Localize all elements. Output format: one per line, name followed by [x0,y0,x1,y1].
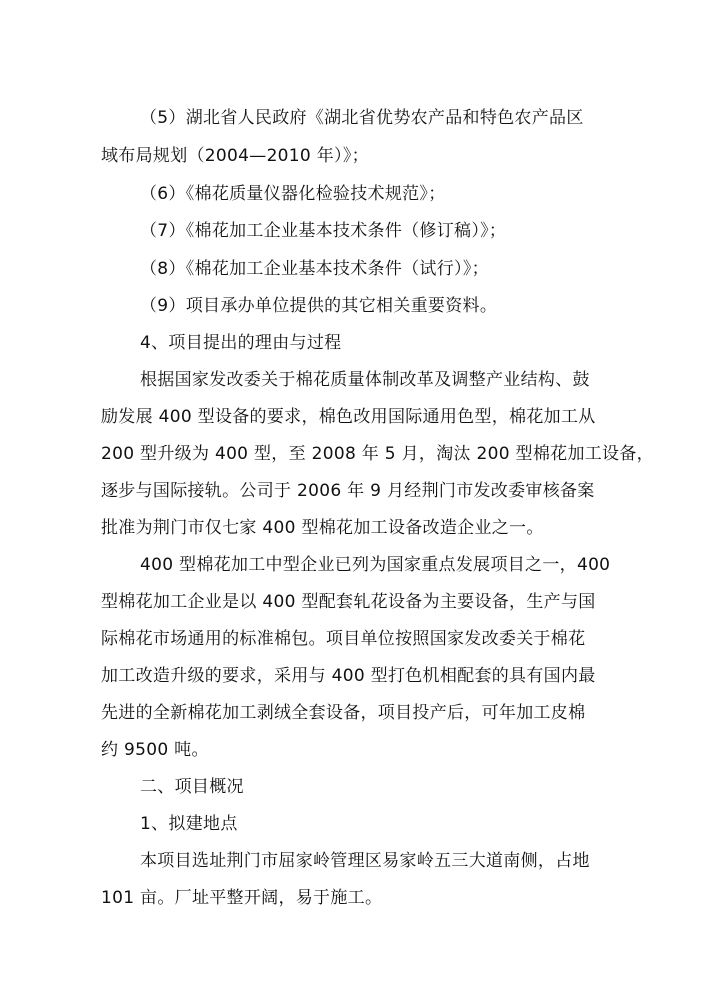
paragraph-line: 批准为荆门市仅七家 400 型棉花加工设备改造企业之一。 [101,518,544,538]
list-item-9: （9）项目承办单位提供的其它相关重要资料。 [140,296,498,316]
list-item-5: （5）湖北省人民政府《湖北省优势农产品和特色农产品区 [140,108,584,128]
paragraph-line: 约 9500 吨。 [101,740,209,760]
paragraph-line: 先进的全新棉花加工剥绒全套设备，项目投产后，可年加工皮棉 [101,703,586,723]
paragraph-line: 根据国家发改委关于棉花质量体制改革及调整产业结构、鼓 [140,370,590,390]
list-item-5-continued: 域布局规划（2004—2010 年）》； [101,146,369,166]
paragraph-line: 励发展 400 型设备的要求，棉色改用国际通用色型，棉花加工从 [101,407,596,427]
list-item-7: （7）《棉花加工企业基本技术条件（修订稿）》； [140,221,507,241]
paragraph-line: 本项目选址荆门市屈家岭管理区易家岭五三大道南侧，占地 [140,851,590,871]
paragraph-line: 200 型升级为 400 型，至 2008 年 5 月，淘汰 200 型棉花加工设备， [101,444,654,464]
subsection-heading-1: 1、拟建地点 [140,814,238,834]
paragraph-line: 际棉花市场通用的标准棉包。项目单位按照国家发改委关于棉花 [101,629,586,649]
list-item-8: （8）《棉花加工企业基本技术条件（试行）》； [140,259,489,279]
section-heading-4: 4、项目提出的理由与过程 [140,333,342,353]
section-heading-2: 二、项目概况 [140,777,244,797]
paragraph-line: 加工改造升级的要求，采用与 400 型打色机相配套的具有国内最 [101,666,596,686]
paragraph-line: 400 型棉花加工中型企业已列为国家重点发展项目之一，400 [140,555,611,575]
paragraph-line: 型棉花加工企业是以 400 型配套轧花设备为主要设备，生产与国 [101,592,596,612]
paragraph-line: 逐步与国际接轨。公司于 2006 年 9 月经荆门市发改委审核备案 [101,481,595,501]
paragraph-line: 101 亩。厂址平整开阔，易于施工。 [101,888,383,908]
list-item-6: （6）《棉花质量仪器化检验技术规范》； [140,184,446,204]
